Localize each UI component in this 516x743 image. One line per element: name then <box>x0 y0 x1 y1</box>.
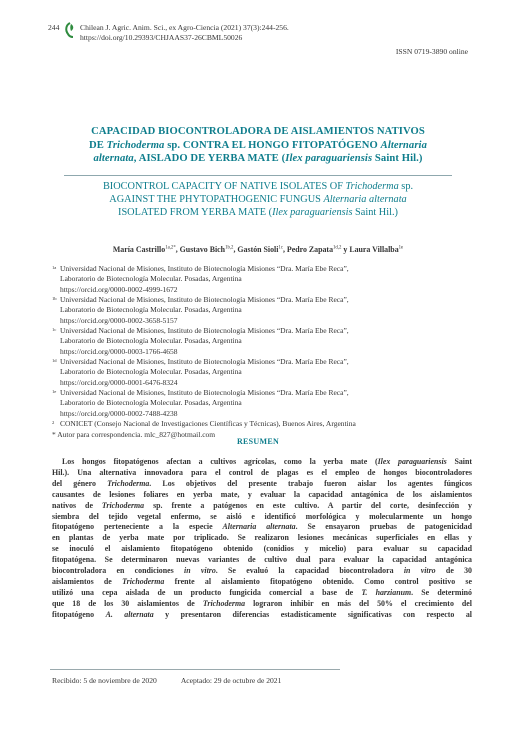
title-en-line-1: BIOCONTROL CAPACITY OF NATIVE ISOLATES OF Trichoderma sp. <box>102 181 414 192</box>
orcid-link[interactable]: https://orcid.org/0000-0002-3658-5157 <box>60 315 178 325</box>
abstract-line <box>52 501 472 512</box>
dates-footer <box>52 676 281 685</box>
text-run: Saint <box>446 457 472 466</box>
abstract-line <box>52 566 472 577</box>
affiliation-entry <box>52 264 472 295</box>
affiliation-entry <box>52 388 472 419</box>
text-run: . Se ensayaron pruebas de patogenicidad <box>295 522 472 532</box>
affiliation-entry <box>52 326 472 357</box>
text-run: fitopatógeno <box>52 609 106 619</box>
orcid-link[interactable]: https://orcid.org/0000-0003-1766-4658 <box>60 346 178 356</box>
text-run: utilizó una cepa aislada de un producto fungicida comercial a base de <box>52 587 362 597</box>
text-run: Hil.). Una alternativa innovadora para el control de plagas es el empleo de hongos biocontroladores <box>52 467 472 477</box>
italic-term: A. alternata <box>105 609 154 619</box>
author-affiliation-mark: 1b,2 <box>225 245 234 251</box>
abstract-line <box>52 599 472 610</box>
abstract-line <box>52 457 472 468</box>
affiliation-entry <box>52 357 472 388</box>
author-separator: y <box>341 245 350 254</box>
abstract-line <box>52 544 472 555</box>
author-affiliation-mark: 1d,2 <box>333 245 342 251</box>
italic-term: T. harzianum <box>361 587 412 597</box>
italic-term: Trichoderma <box>101 500 145 510</box>
issn: ISSN 0719-3890 online <box>395 47 468 56</box>
affiliation-line: Universidad Nacional de Misiones, Instituto de Biotecnología Misiones “Dra. María Ebe Reca”, <box>60 264 349 273</box>
author-list <box>40 245 476 254</box>
italic-term: Trichoderma <box>202 598 246 608</box>
author-separator: , <box>233 245 238 254</box>
abstract-line <box>52 479 472 490</box>
text-run: se inoculó el aislamiento fitopatógeno obtenido (conidios y micelio) para evaluar su capacidad <box>52 544 472 554</box>
author-name: Laura Villalba <box>349 245 399 254</box>
italic-term: Alternaria alternata <box>222 522 296 532</box>
page-number: 244 <box>48 23 60 32</box>
text-run: sp. frente a patógenos en este cultivo. A partir del corte, desinfección y <box>144 500 472 510</box>
text-run: nativos de <box>52 500 102 510</box>
affiliation-mark: 1a <box>52 265 57 270</box>
text-run: en plantas de yerba mate por triplicado. Se realizaron lesiones mecánicas superficiales en ellas y <box>52 533 472 543</box>
doi-link[interactable]: https://doi.org/10.29393/CHJAAS37-26CBML50026 <box>80 33 243 42</box>
text-run: . Se determinó <box>411 587 472 597</box>
affiliation-entry <box>52 295 472 326</box>
title-english <box>56 181 460 219</box>
affiliation-mark: 2 <box>52 420 55 426</box>
text-run: Los hongos fitopatógenos afectan a cultivos agrícolas, como la yerba mate ( <box>62 457 378 466</box>
accepted-date: Aceptado: 29 de octubre de 2021 <box>180 676 282 685</box>
affiliation-line: Universidad Nacional de Misiones, Instituto de Biotecnología Misiones “Dra. María Ebe Reca”, <box>60 357 349 367</box>
orcid-link[interactable]: https://orcid.org/0000-0001-6476-8324 <box>60 377 178 387</box>
text-run: del género <box>52 478 108 488</box>
title-en-line-3: ISOLATED FROM YERBA MATE (Ilex paraguariensis Saint Hil.) <box>118 206 398 218</box>
abstract-line <box>52 522 472 533</box>
italic-term: in vitro <box>184 566 216 576</box>
abstract-text <box>52 457 472 621</box>
title-es-line-3: alternata, AISLADO DE YERBA MATE (Ilex paraguariensis Saint Hil.) <box>93 153 423 165</box>
text-run: fitopatógena. Se determinaron nuevas variantes de cultivo dual para evaluar la capacidad antagónica <box>52 555 472 565</box>
title-en-line-2: AGAINST THE PHYTOPATHOGENIC FUNGUS Alternaria alternata <box>109 193 407 205</box>
text-run: . Se evaluó la capacidad biocontroladora <box>215 566 404 576</box>
title-es-line-2: DE Trichoderma sp. CONTRA EL HONGO FITOPATÓGENO Alternaria <box>88 139 427 151</box>
italic-term: Trichoderma <box>107 478 150 488</box>
received-date: Recibido: 5 de noviembre de 2020 <box>52 676 157 685</box>
text-run: que 18 de los 30 aislamientos de <box>52 598 203 608</box>
affiliation-mark: 1d <box>52 358 57 364</box>
text-run: lograron inhibir en más del 50% el crecimiento del <box>245 598 472 608</box>
title-spanish <box>56 125 460 166</box>
affiliation-line: Universidad Nacional de Misiones, Instituto de Biotecnología Misiones “Dra. María Ebe Reca”, <box>60 388 349 398</box>
affiliation-mark: 1b <box>52 296 57 302</box>
italic-term: in vitro <box>403 566 436 576</box>
orcid-link[interactable]: https://orcid.org/0000-0002-4999-1672 <box>60 284 178 294</box>
abstract-line <box>52 512 472 523</box>
journal-citation: Chilean J. Agric. Anim. Sci., ex Agro-Ciencia (2021) 37(3):244-256. <box>80 23 289 32</box>
affiliation-mark: 1e <box>52 389 57 395</box>
affiliation-line: CONICET (Consejo Nacional de Investigaciones Científicas y Técnicas), Buenos Aires, Argentina <box>60 419 356 429</box>
italic-term: Trichoderma <box>122 576 165 586</box>
affiliation-line: Laboratorio de Biotecnología Molecular. Posadas, Argentina <box>60 367 242 377</box>
abstract-line <box>52 533 472 544</box>
orcid-link[interactable]: https://orcid.org/0000-0002-7488-4238 <box>60 408 178 418</box>
abstract-line <box>52 577 472 588</box>
text-run: biocontroladora en condiciones <box>52 566 184 576</box>
text-run: de 30 <box>435 566 472 576</box>
abstract-line <box>52 468 472 479</box>
author-affiliation-mark: 1e <box>398 245 404 251</box>
author-affiliation-mark: 1c <box>278 245 283 251</box>
journal-logo-icon <box>64 22 76 38</box>
affiliation-line: Laboratorio de Biotecnología Molecular. Posadas, Argentina <box>60 305 242 315</box>
author-separator: , <box>175 245 180 254</box>
text-run: y presentaron diferencias estadísticamente significativas con respecto al <box>153 609 472 619</box>
footer-divider <box>50 669 340 670</box>
affiliation-line: Universidad Nacional de Misiones, Instituto de Biotecnología Misiones “Dra. María Ebe Reca”, <box>60 295 349 305</box>
affiliation-line: Laboratorio de Biotecnología Molecular. Posadas, Argentina <box>60 274 242 284</box>
italic-term: Ilex paraguariensis <box>377 457 447 466</box>
text-run: causantes de lesiones foliares en yerba mate, y evaluar la capacidad antagónica de los aislamientos <box>52 489 472 499</box>
author-name: Gastón Sioli <box>237 245 279 254</box>
text-run: siembra del tejido vegetal enfermo, se aisló e identificó morfológica y molecularmente un hongo <box>52 511 472 521</box>
abstract-line <box>52 490 472 501</box>
title-divider <box>64 175 452 176</box>
title-es-line-1: CAPACIDAD BIOCONTROLADORA DE AISLAMIENTOS NATIVOS <box>91 126 425 137</box>
abstract-line <box>52 588 472 599</box>
affiliation-line: Laboratorio de Biotecnología Molecular. Posadas, Argentina <box>60 398 242 408</box>
affiliation-mark: 1c <box>52 327 57 333</box>
text-run: . Los objetivos del presente trabajo fueron aislar los agentes fúngicos <box>149 478 472 488</box>
author-name: María Castrillo <box>112 245 166 254</box>
author-name: Gustavo Bich <box>179 245 226 254</box>
author-affiliation-mark: 1a,2* <box>165 245 176 251</box>
abstract-line <box>52 555 472 566</box>
resumen-heading: RESUMEN <box>236 437 280 446</box>
text-run: fitopatógeno perteneciente a la especie <box>52 522 223 532</box>
text-run: aislamientos de <box>52 576 123 586</box>
author-name: Pedro Zapata <box>286 245 334 254</box>
affiliation-line: Universidad Nacional de Misiones, Instituto de Biotecnología Misiones “Dra. María Ebe Reca”, <box>60 326 349 336</box>
affiliation-line: Laboratorio de Biotecnología Molecular. Posadas, Argentina <box>60 336 242 346</box>
affiliations <box>52 264 472 440</box>
affiliation-entry <box>52 419 472 429</box>
author-separator: , <box>282 245 287 254</box>
abstract-line <box>52 610 472 621</box>
affiliation-line: * Autor para correspondencia. mlc_827@hotmail.com <box>52 429 216 439</box>
text-run: frente al aislamiento fitopatógeno obtenido. Como control positivo se <box>164 576 472 586</box>
